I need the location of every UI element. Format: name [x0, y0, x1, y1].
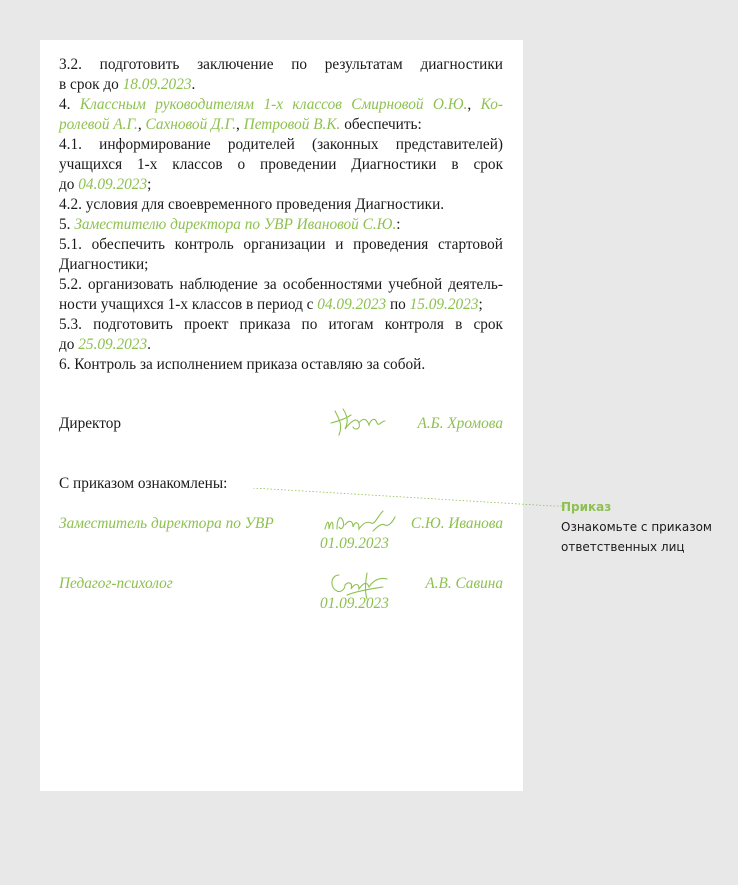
director-signature-icon [329, 405, 389, 441]
item-4-2: 4.2. условия для своевременного проведения Диагностики. [59, 196, 445, 213]
item-4-1-line-1: 4.1. информирование родителей (законных представителей) [59, 136, 503, 153]
item-4-1-line-2: учащихся 1-х классов о проведении Диагностики в срок [59, 156, 503, 173]
item-5-2-line-2: ности учащихся 1-х классов в период с 04.09.2023 по 15.09.2023; [59, 296, 483, 313]
item-4-line-1: 4. Классным руководителям 1-х классов Смирновой О.Ю., Ко- [59, 96, 503, 113]
deadline-date: 18.09.2023 [122, 76, 192, 93]
item-4-line-2: ролевой А.Г., Сахновой Д.Г., Петровой В.К. обеспечить: [59, 116, 422, 133]
signatory-position: Педагог-психолог [59, 575, 173, 592]
annotation-text: Ознакомьте с приказом ответственных лиц [561, 520, 712, 554]
period-start-date: 04.09.2023 [317, 296, 387, 313]
signatory-date: 01.09.2023 [320, 595, 389, 612]
item-5-1-line-1: 5.1. обеспечить контроль организации и проведения стартовой [59, 236, 503, 253]
teachers-list: Классным руководителям 1-х классов Смирновой О.Ю. [79, 96, 468, 113]
director-name: А.Б. Хромова [417, 415, 503, 432]
deputy-name: Заместителю директора по УВР Ивановой С.Ю. [74, 216, 397, 233]
item-5-1-line-2: Диагностики; [59, 256, 149, 273]
period-end-date: 15.09.2023 [409, 296, 479, 313]
item-5: 5. Заместителю директора по УВР Ивановой С.Ю.: [59, 216, 401, 233]
item-4-1-line-3: до 04.09.2023; [59, 176, 152, 193]
deadline-date: 25.09.2023 [78, 336, 148, 353]
deadline-date: 04.09.2023 [78, 176, 148, 193]
order-text [59, 55, 503, 375]
director-label: Директор [59, 415, 122, 432]
signatory-date: 01.09.2023 [320, 535, 389, 552]
document-page [40, 40, 523, 791]
signatory-name: А.В. Савина [425, 575, 503, 592]
item-5-3-line-1: 5.3. подготовить проект приказа по итогам контроля в срок [59, 316, 503, 333]
acquainted-label: С приказом ознакомлены: [59, 475, 228, 492]
item-3-2-line-1: 3.2. подготовить заключение по результатам диагностики [59, 56, 503, 73]
item-5-2-line-1: 5.2. организовать наблюдение за особенностями учебной деятель- [59, 276, 503, 293]
item-6: 6. Контроль за исполнением приказа оставляю за собой. [59, 356, 426, 373]
item-5-3-line-2: до 25.09.2023. [59, 336, 151, 353]
item-3-2-line-2: в срок до 18.09.2023. [59, 76, 196, 93]
callout-line [253, 488, 565, 512]
annotation-title: Приказ [561, 500, 612, 514]
annotation-note [561, 497, 731, 557]
signatory-position: Заместитель директора по УВР [59, 515, 274, 532]
signatory-name: С.Ю. Иванова [410, 515, 503, 532]
